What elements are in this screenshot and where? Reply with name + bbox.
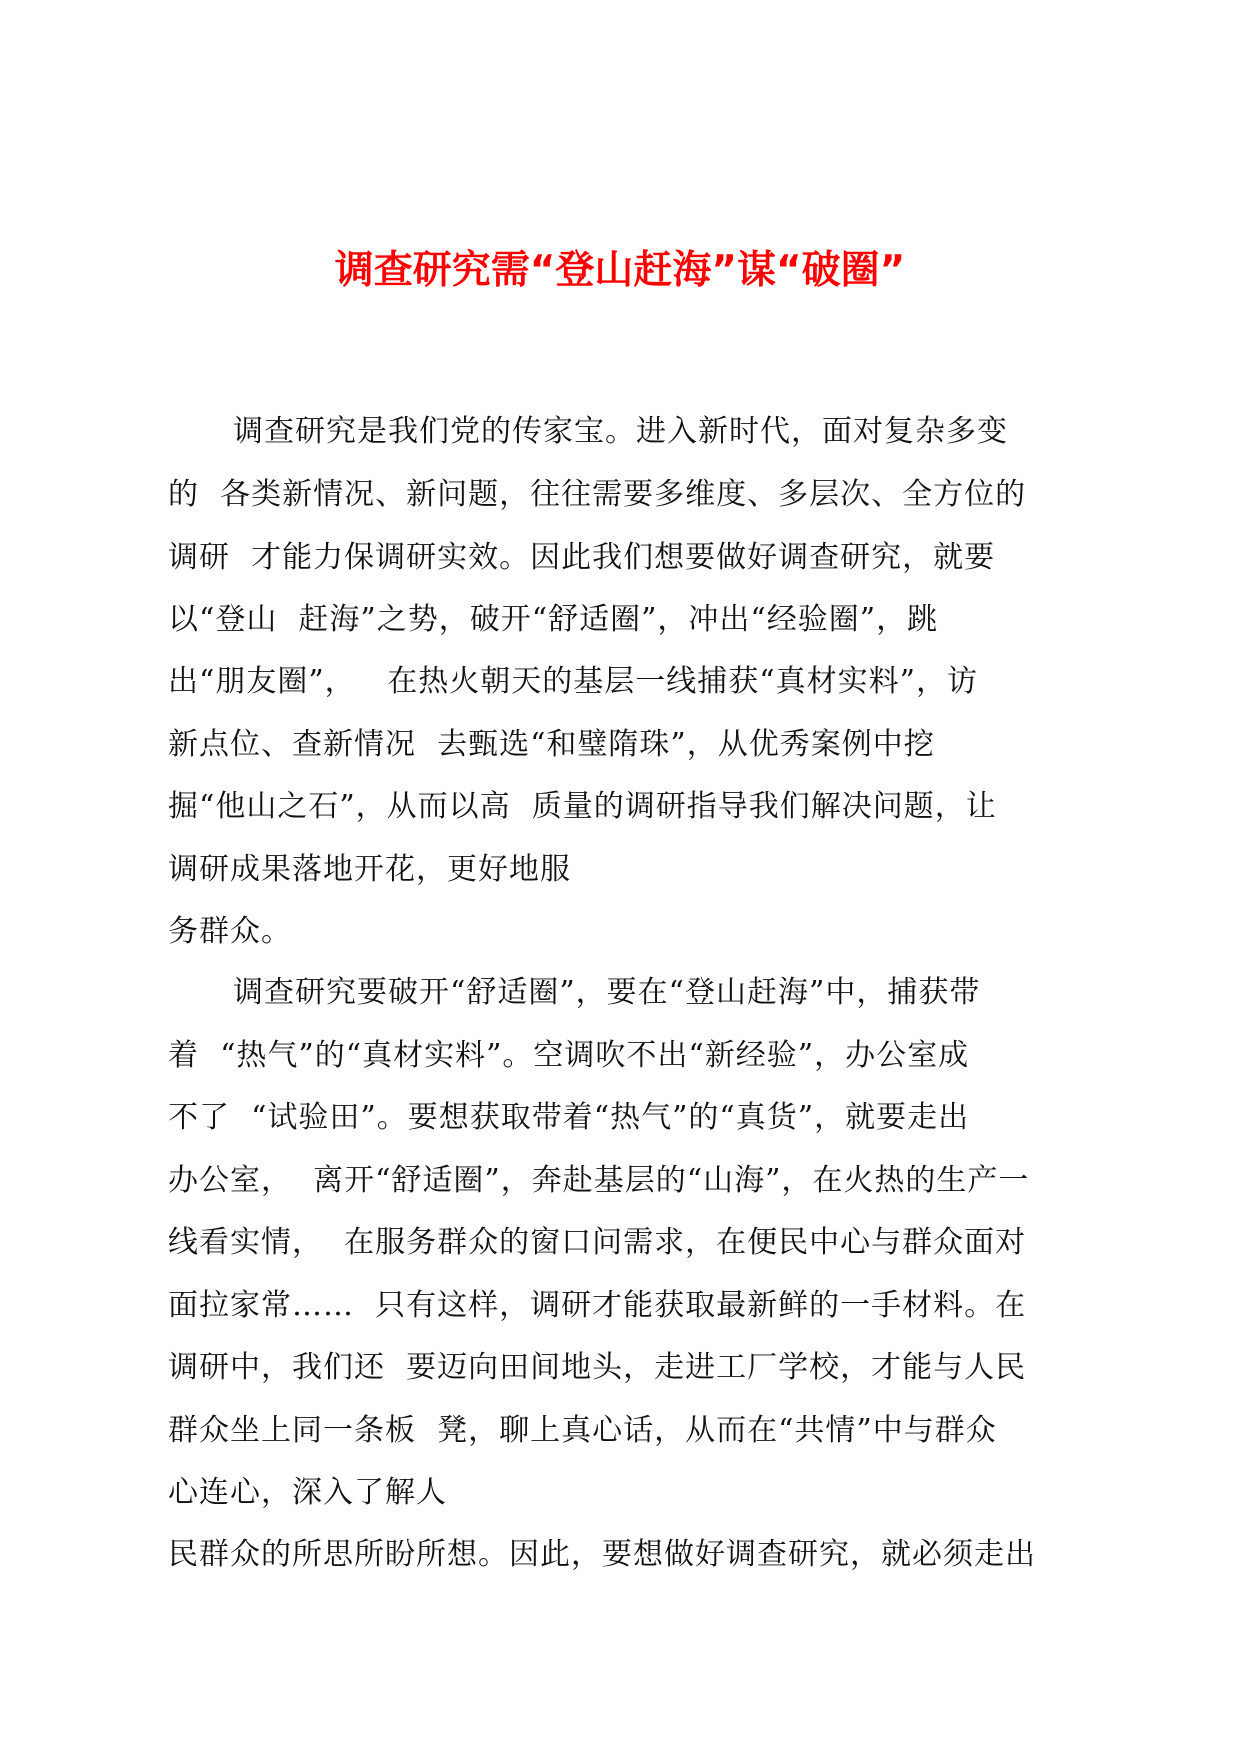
document-title: 调查研究需“登山赶海”谋“破圈”	[334, 248, 906, 293]
paragraph-line: 务群众。	[168, 914, 292, 949]
paragraph-line: 不了 “试验田”。要想获取带着“热气”的“真货”，就要走出	[168, 1100, 970, 1135]
paragraph-line: 调查研究是我们党的传家宝。进入新时代，面对复杂多变	[233, 414, 1008, 449]
paragraph-line: 着 “热气”的“真材实料”。空调吹不出“新经验”，办公室成	[168, 1038, 970, 1073]
paragraph-line: 民群众的所思所盼所想。因此，要想做好调查研究，就必须走出	[168, 1537, 1036, 1572]
paragraph-line: 新点位、查新情况 去甄选“和璧隋珠”，从优秀案例中挖	[168, 727, 935, 762]
paragraph-line: 的 各类新情况、新问题，往往需要多维度、多层次、全方位的	[168, 477, 1027, 512]
paragraph-line: 办公室， 离开“舒适圈”，奔赴基层的“山海”，在火热的生产一	[168, 1163, 1030, 1198]
paragraph-line: 调研成果落地开花，更好地服	[168, 852, 571, 887]
paragraph-line: 以“登山 赶海”之势，破开“舒适圈”，冲出“经验圈”，跳	[168, 602, 939, 637]
paragraph-line: 群众坐上同一条板 凳，聊上真心话，从而在“共情”中与群众	[168, 1413, 997, 1448]
paragraph-line: 心连心，深入了解人	[168, 1475, 447, 1510]
paragraph-line: 调查研究要破开“舒适圈”，要在“登山赶海”中，捕获带	[233, 975, 981, 1010]
paragraph-line: 掘“他山之石”，从而以高 质量的调研指导我们解决问题，让	[168, 789, 997, 824]
paragraph-line: 调研中，我们还 要迈向田间地头，走进工厂学校，才能与人民	[168, 1350, 1027, 1385]
paragraph-line: 调研 才能力保调研实效。因此我们想要做好调查研究，就要	[168, 540, 996, 575]
paragraph-line: 出“朋友圈”， 在热火朝天的基层一线捕获“真材实料”，访	[168, 664, 978, 699]
paragraph-line: 面拉家常…… 只有这样，调研才能获取最新鲜的一手材料。在	[168, 1288, 1027, 1323]
paragraph-line: 线看实情， 在服务群众的窗口问需求，在便民中心与群众面对	[168, 1225, 1027, 1260]
